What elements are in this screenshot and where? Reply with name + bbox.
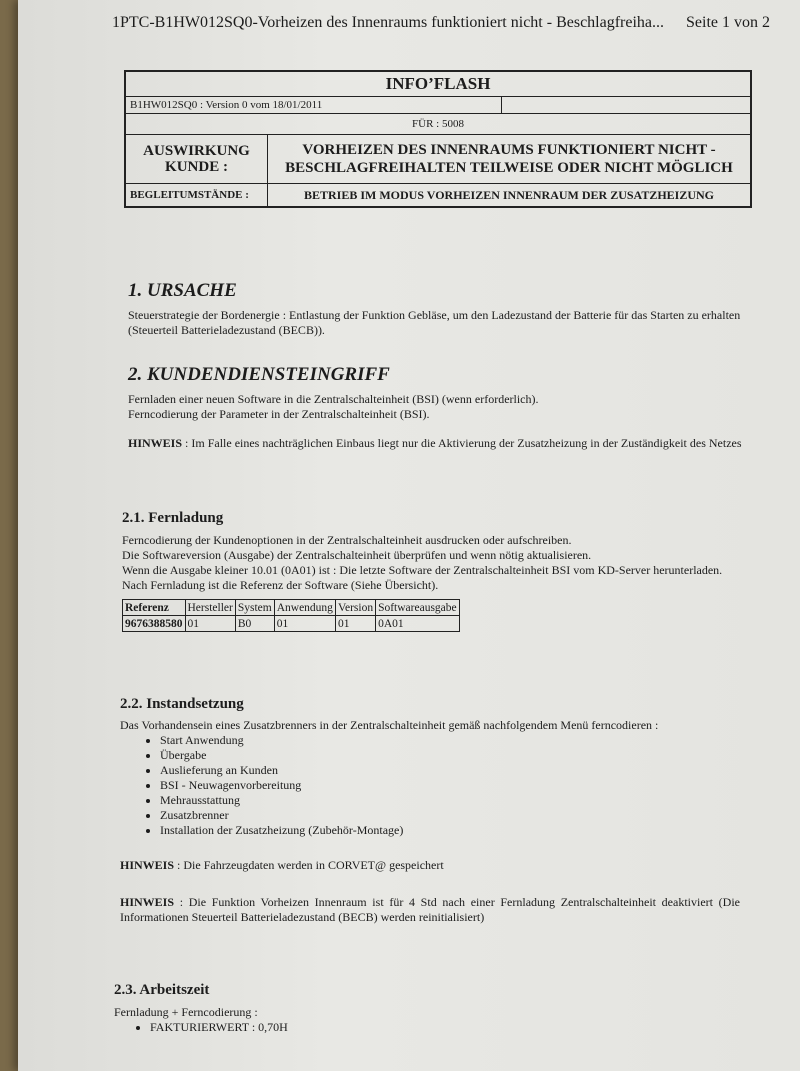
hinweis-text: : Die Funktion Vorheizen Innenraum ist für 4 Std nach einer Fernladung Zentralschalteinheit deaktiviert (Die Informationen Steuerteil Batterieladezustand (BECB) werden reinitialisiert)	[120, 895, 740, 924]
menu-path-list	[120, 733, 740, 838]
list-item: • Zusatzbrenner	[160, 808, 740, 823]
section-heading: 1. URSACHE	[128, 280, 237, 301]
section-heading: 2.2. Instandsetzung	[120, 696, 244, 712]
fur-text: FÜR : 5008	[125, 114, 751, 135]
list-item: • Start Anwendung	[160, 733, 740, 748]
section-heading: 2.1. Fernladung	[122, 510, 224, 526]
info-flash-table	[124, 70, 752, 208]
ursache-text: Steuerstrategie der Bordenergie : Entlastung der Funktion Gebläse, um den Ladezustand der Batterie für das Starten zu erhalten (Steuerteil Batterieladezustand (BECB)).	[128, 308, 741, 337]
table-header-cell: Hersteller	[185, 600, 235, 616]
section-fernladung	[122, 510, 742, 632]
effect-text: VORHEIZEN DES INNENRAUMS FUNKTIONIERT NICHT - BESCHLAGFREIHALTEN TEILWEISE ODER NICHT MÖGLICH	[268, 135, 752, 184]
list-item: • FAKTURIERWERT : 0,70H	[150, 1020, 734, 1035]
circ-text: BETRIEB IM MODUS VORHEIZEN INNENRAUM DER ZUSATZHEIZUNG	[268, 184, 752, 208]
section-ursache	[128, 280, 748, 338]
circ-label: BEGLEITUMSTÄNDE :	[125, 184, 268, 208]
page-number: Seite 1 von 2	[686, 14, 770, 31]
table-cell: 01	[185, 616, 235, 632]
hinweis-paragraph	[120, 858, 740, 873]
paragraph-line: Fernladen einer neuen Software in die Zentralschalteinheit (BSI) (wenn erforderlich).	[128, 392, 539, 406]
table-header-row	[123, 600, 460, 616]
document-page	[18, 0, 800, 1071]
paragraph-line: Fernladung + Ferncodierung :	[114, 1005, 258, 1019]
effect-label: AUSWIRKUNG KUNDE :	[125, 135, 268, 184]
reference-table	[122, 599, 460, 632]
table-cell: 01	[335, 616, 375, 632]
list-item: • Mehrausstattung	[160, 793, 740, 808]
table-cell: 9676388580	[123, 616, 186, 632]
section-instandsetzung	[120, 696, 740, 925]
table-cell: 0A01	[376, 616, 460, 632]
table-row	[123, 616, 460, 632]
list-item: • Installation der Zusatzheizung (Zubehör-Montage)	[160, 823, 740, 838]
hinweis-label: HINWEIS	[120, 858, 175, 872]
list-item: • BSI - Neuwagenvorbereitung	[160, 778, 740, 793]
hinweis-paragraph	[120, 895, 740, 925]
paragraph-line: Ferncodierung der Kundenoptionen in der Zentralschalteinheit ausdrucken oder aufschreiben.	[122, 533, 572, 547]
section-arbeitszeit	[114, 982, 734, 1035]
table-header-cell: Anwendung	[274, 600, 335, 616]
hinweis-paragraph	[128, 436, 748, 451]
list-item: • Übergabe	[160, 748, 740, 763]
section-heading: 2.3. Arbeitszeit	[114, 982, 210, 998]
table-cell: B0	[235, 616, 274, 632]
table-header-cell: System	[235, 600, 274, 616]
section-heading: 2. KUNDENDIENSTEINGRIFF	[128, 364, 390, 385]
hinweis-text: : Im Falle eines nachträglichen Einbaus liegt nur die Aktivierung der Zusatzheizung in der Zuständigkeit des Netzes	[182, 436, 742, 450]
version-text: B1HW012SQ0 : Version 0 vom 18/01/2011	[125, 97, 502, 114]
paragraph-line: Wenn die Ausgabe kleiner 10.01 (0A01) ist : Die letzte Software der Zentralschalteinheit BSI vom KD-Server herunterladen.	[122, 563, 723, 577]
table-cell: 01	[274, 616, 335, 632]
table-header-cell: Referenz	[123, 600, 186, 616]
hinweis-label: HINWEIS	[128, 436, 183, 450]
hinweis-text: : Die Fahrzeugdaten werden in CORVET@ gespeichert	[174, 858, 444, 872]
paragraph-line: Die Softwareversion (Ausgabe) der Zentralschalteinheit überprüfen und wenn nötig aktualisieren.	[122, 548, 592, 562]
billing-list	[114, 1020, 734, 1035]
page-header	[112, 14, 770, 32]
table-header-cell: Softwareausgabe	[376, 600, 460, 616]
list-item: • Auslieferung an Kunden	[160, 763, 740, 778]
paragraph-line: Nach Fernladung ist die Referenz der Software (Siehe Übersicht).	[122, 578, 439, 592]
doc-title: 1PTC-B1HW012SQ0-Vorheizen des Innenraums funktioniert nicht - Beschlagfreiha...	[112, 14, 665, 31]
version-blank	[502, 97, 752, 114]
info-title: INFO’FLASH	[125, 71, 751, 97]
hinweis-label: HINWEIS	[120, 895, 175, 909]
paragraph-line: Das Vorhandensein eines Zusatzbrenners in der Zentralschalteinheit gemäß nachfolgendem Menü ferncodieren :	[120, 718, 659, 732]
table-header-cell: Version	[335, 600, 375, 616]
paragraph-line: Ferncodierung der Parameter in der Zentralschalteinheit (BSI).	[128, 407, 430, 421]
section-kundendiensteingriff	[128, 364, 748, 451]
